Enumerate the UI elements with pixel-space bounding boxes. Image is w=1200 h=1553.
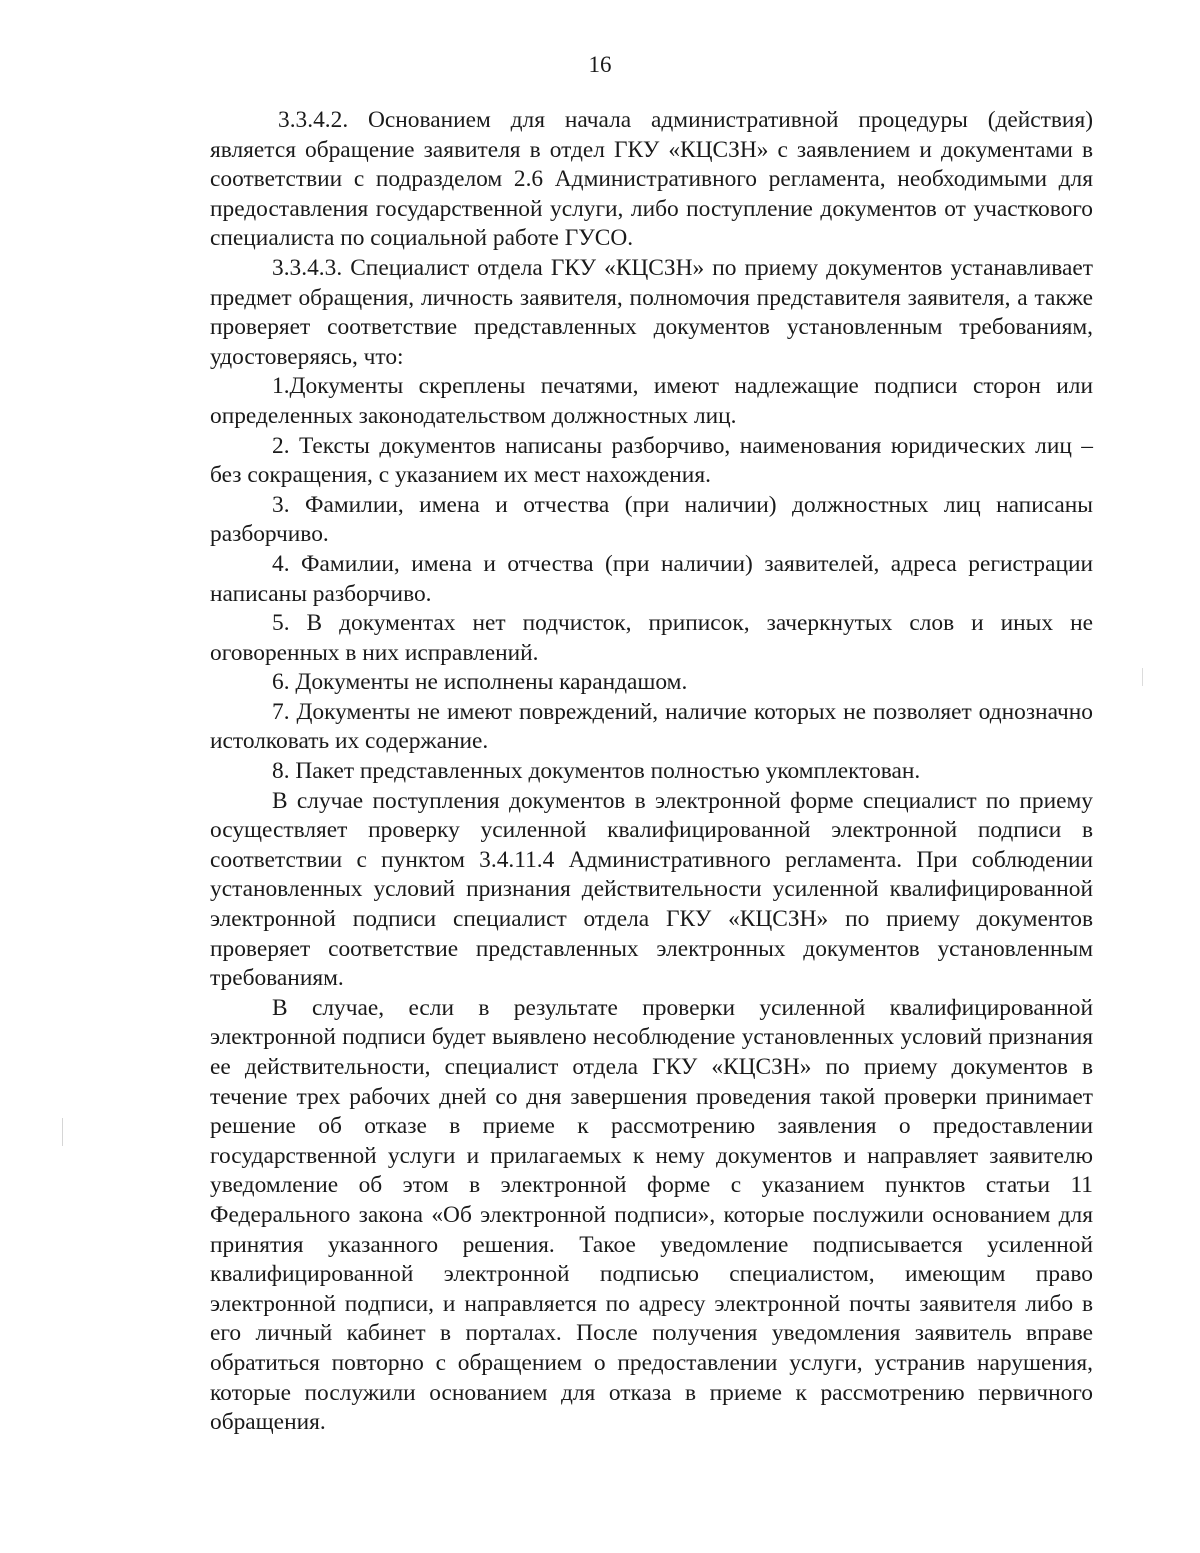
list-item-7: 7. Документы не имеют повреждений, наличие которых не позволяет однозначно истолковать их содержание. [210,698,1093,755]
list-item-3: 3. Фамилии, имена и отчества (при наличии) должностных лиц написаны разборчиво. [210,491,1093,548]
paragraph-signature-check-failure: В случае, если в результате проверки усиленной квалифицированной электронной подписи будет выявлено несоблюдение установленных условий признания ее действительности, специалист отдела ГКУ «КЦСЗН» по приему документов в течение трех рабочих дней со дня завершения проведения такой проверки принимает решение об отказе в приеме к рассмотрению заявления о предоставлении государственной услуги и прилагаемых к нему документов и направляет заявителю уведомление об этом в электронной форме с указанием пунктов статьи 11 Федерального закона «Об электронной подписи», которые послужили основанием для принятия указанного решения. Такое уведомление подписывается усиленной квалифицированной электронной подписью специалистом, имеющим право электронной подписи, и направляется по адресу электронной почты заявителя либо в его личный кабинет в порталах. После получения уведомления заявитель вправе обратиться повторно с обращением о предоставлении услуги, устранив нарушения, которые послужили основанием для отказа в приеме к рассмотрению первичного обращения. [210,994,1093,1436]
scan-margin-mark-right [1142,668,1143,686]
page-number: 16 [588,52,612,77]
paragraph-3-3-4-3: 3.3.4.3. Специалист отдела ГКУ «КЦСЗН» по приему документов устанавливает предмет обращения, личность заявителя, полномочия представителя заявителя, а также проверяет соответствие представленных документов установленным требованиям, удостоверяясь, что: [210,254,1093,370]
paragraph-3-3-4-2: 3.3.4.2. Основанием для начала административной процедуры (действия) является обращение заявителя в отдел ГКУ «КЦСЗН» с заявлением и документами в соответствии с подразделом 2.6 Административного регламента, необходимыми для предоставления государственной услуги, либо поступление документов от участкового специалиста по социальной работе ГУСО. [210,107,1093,252]
list-item-2: 2. Тексты документов написаны разборчиво, наименования юридических лиц – без сокращения, с указанием их мест нахождения. [210,432,1093,489]
list-item-1: 1.Документы скреплены печатями, имеют надлежащие подписи сторон или определенных законодательством должностных лиц. [210,373,1093,429]
list-item-6: 6. Документы не исполнены карандашом. [272,669,688,696]
list-item-8: 8. Пакет представленных документов полностью укомплектован. [272,758,921,785]
list-item-4: 4. Фамилии, имена и отчества (при наличии) заявителей, адреса регистрации написаны разборчиво. [210,550,1093,607]
document-body [210,106,1093,1438]
paragraph-electronic-documents: В случае поступления документов в электронной форме специалист по приему осуществляет проверку усиленной квалифицированной электронной подписи в соответствии с пунктом 3.4.11.4 Административного регламента. При соблюдении установленных условий признания действительности усиленной квалифицированной электронной подписи специалист отдела ГКУ «КЦСЗН» по приему документов проверяет соответствие представленных электронных документов установленным требованиям. [210,787,1093,992]
list-item-5: 5. В документах нет подчисток, приписок, зачеркнутых слов и иных не оговоренных в них исправлений. [210,610,1093,666]
scan-margin-mark [62,1118,63,1146]
